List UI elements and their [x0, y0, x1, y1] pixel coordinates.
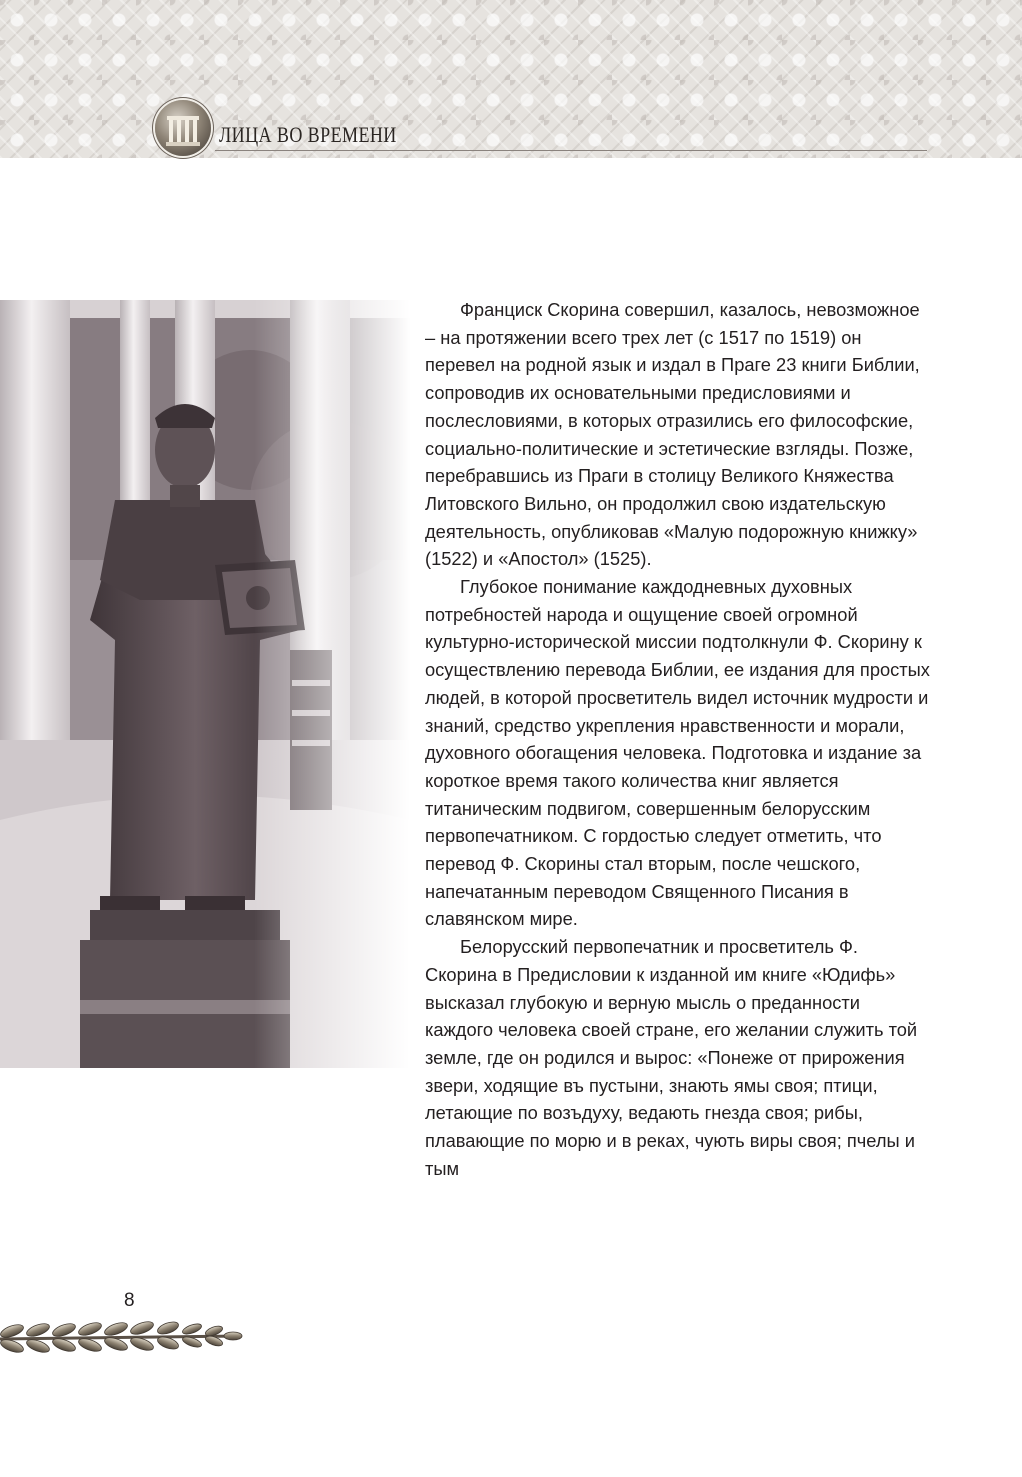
paragraph: Белорусский первопечатник и просветитель Ф. Скорина в Предисловии к изданной им книге «Юдифь» высказал глубокую и верную мысль о преданности каждого человека своей стране, его желании служить той земле, где он родился и вырос: «Понеже от прирожения звери, ходящие въ пустыни, знають ямы своя; птици, летающие по возъдуху, ведають гнезда своя; рибы, плавающие по морю и в реках, чують виры своя; пчелы и тым [425, 936, 918, 1179]
header-rule [215, 150, 927, 151]
page-number: 8 [124, 1290, 135, 1311]
laurel-branch-icon [0, 1318, 245, 1360]
paragraph: Глубокое понимание каждодневных духовных потребностей народа и ощущение своей огромной культурно-исторической миссии подтолкнули Ф. Скорину к осуществлению перевода Библии, ее издания для простых людей, в которой просветитель видел источник мудрости и знаний, средство укрепления нравственности и морали, духовного обогащения человека. Подготовка и издание за короткое время такого количества книг является титаническим подвигом, совершенным белорусским первопечатником. С гордостью следует отметить, что перевод Ф. Скорины стал вторым, после чешского, напечатанным переводом Священного Писания в славянском мире. [425, 576, 930, 930]
header-ornament-band [0, 0, 1022, 158]
columns-emblem-icon [155, 100, 211, 156]
skorina-monument-photo [0, 300, 410, 1068]
paragraph: Франциск Скорина совершил, казалось, невозможное – на протяжении всего трех лет (с 1517 по 1519) он перевел на родной язык и издал в Праге 23 книги Библии, сопроводив их основательными предисловиями и послесловиями, в которых отразились его философские, социально-политические и эстетические взгляды. Позже, перебравшись из Праги в столицу Великого Княжества Литовского Вильно, он продолжил свою издательскую деятельность, опубликовав «Малую подорожную книжку» (1522) и «Апостол» (1525). [425, 299, 920, 570]
header-title: ЛИЦА ВО ВРЕМЕНИ [219, 122, 397, 147]
article-body [425, 296, 930, 1183]
